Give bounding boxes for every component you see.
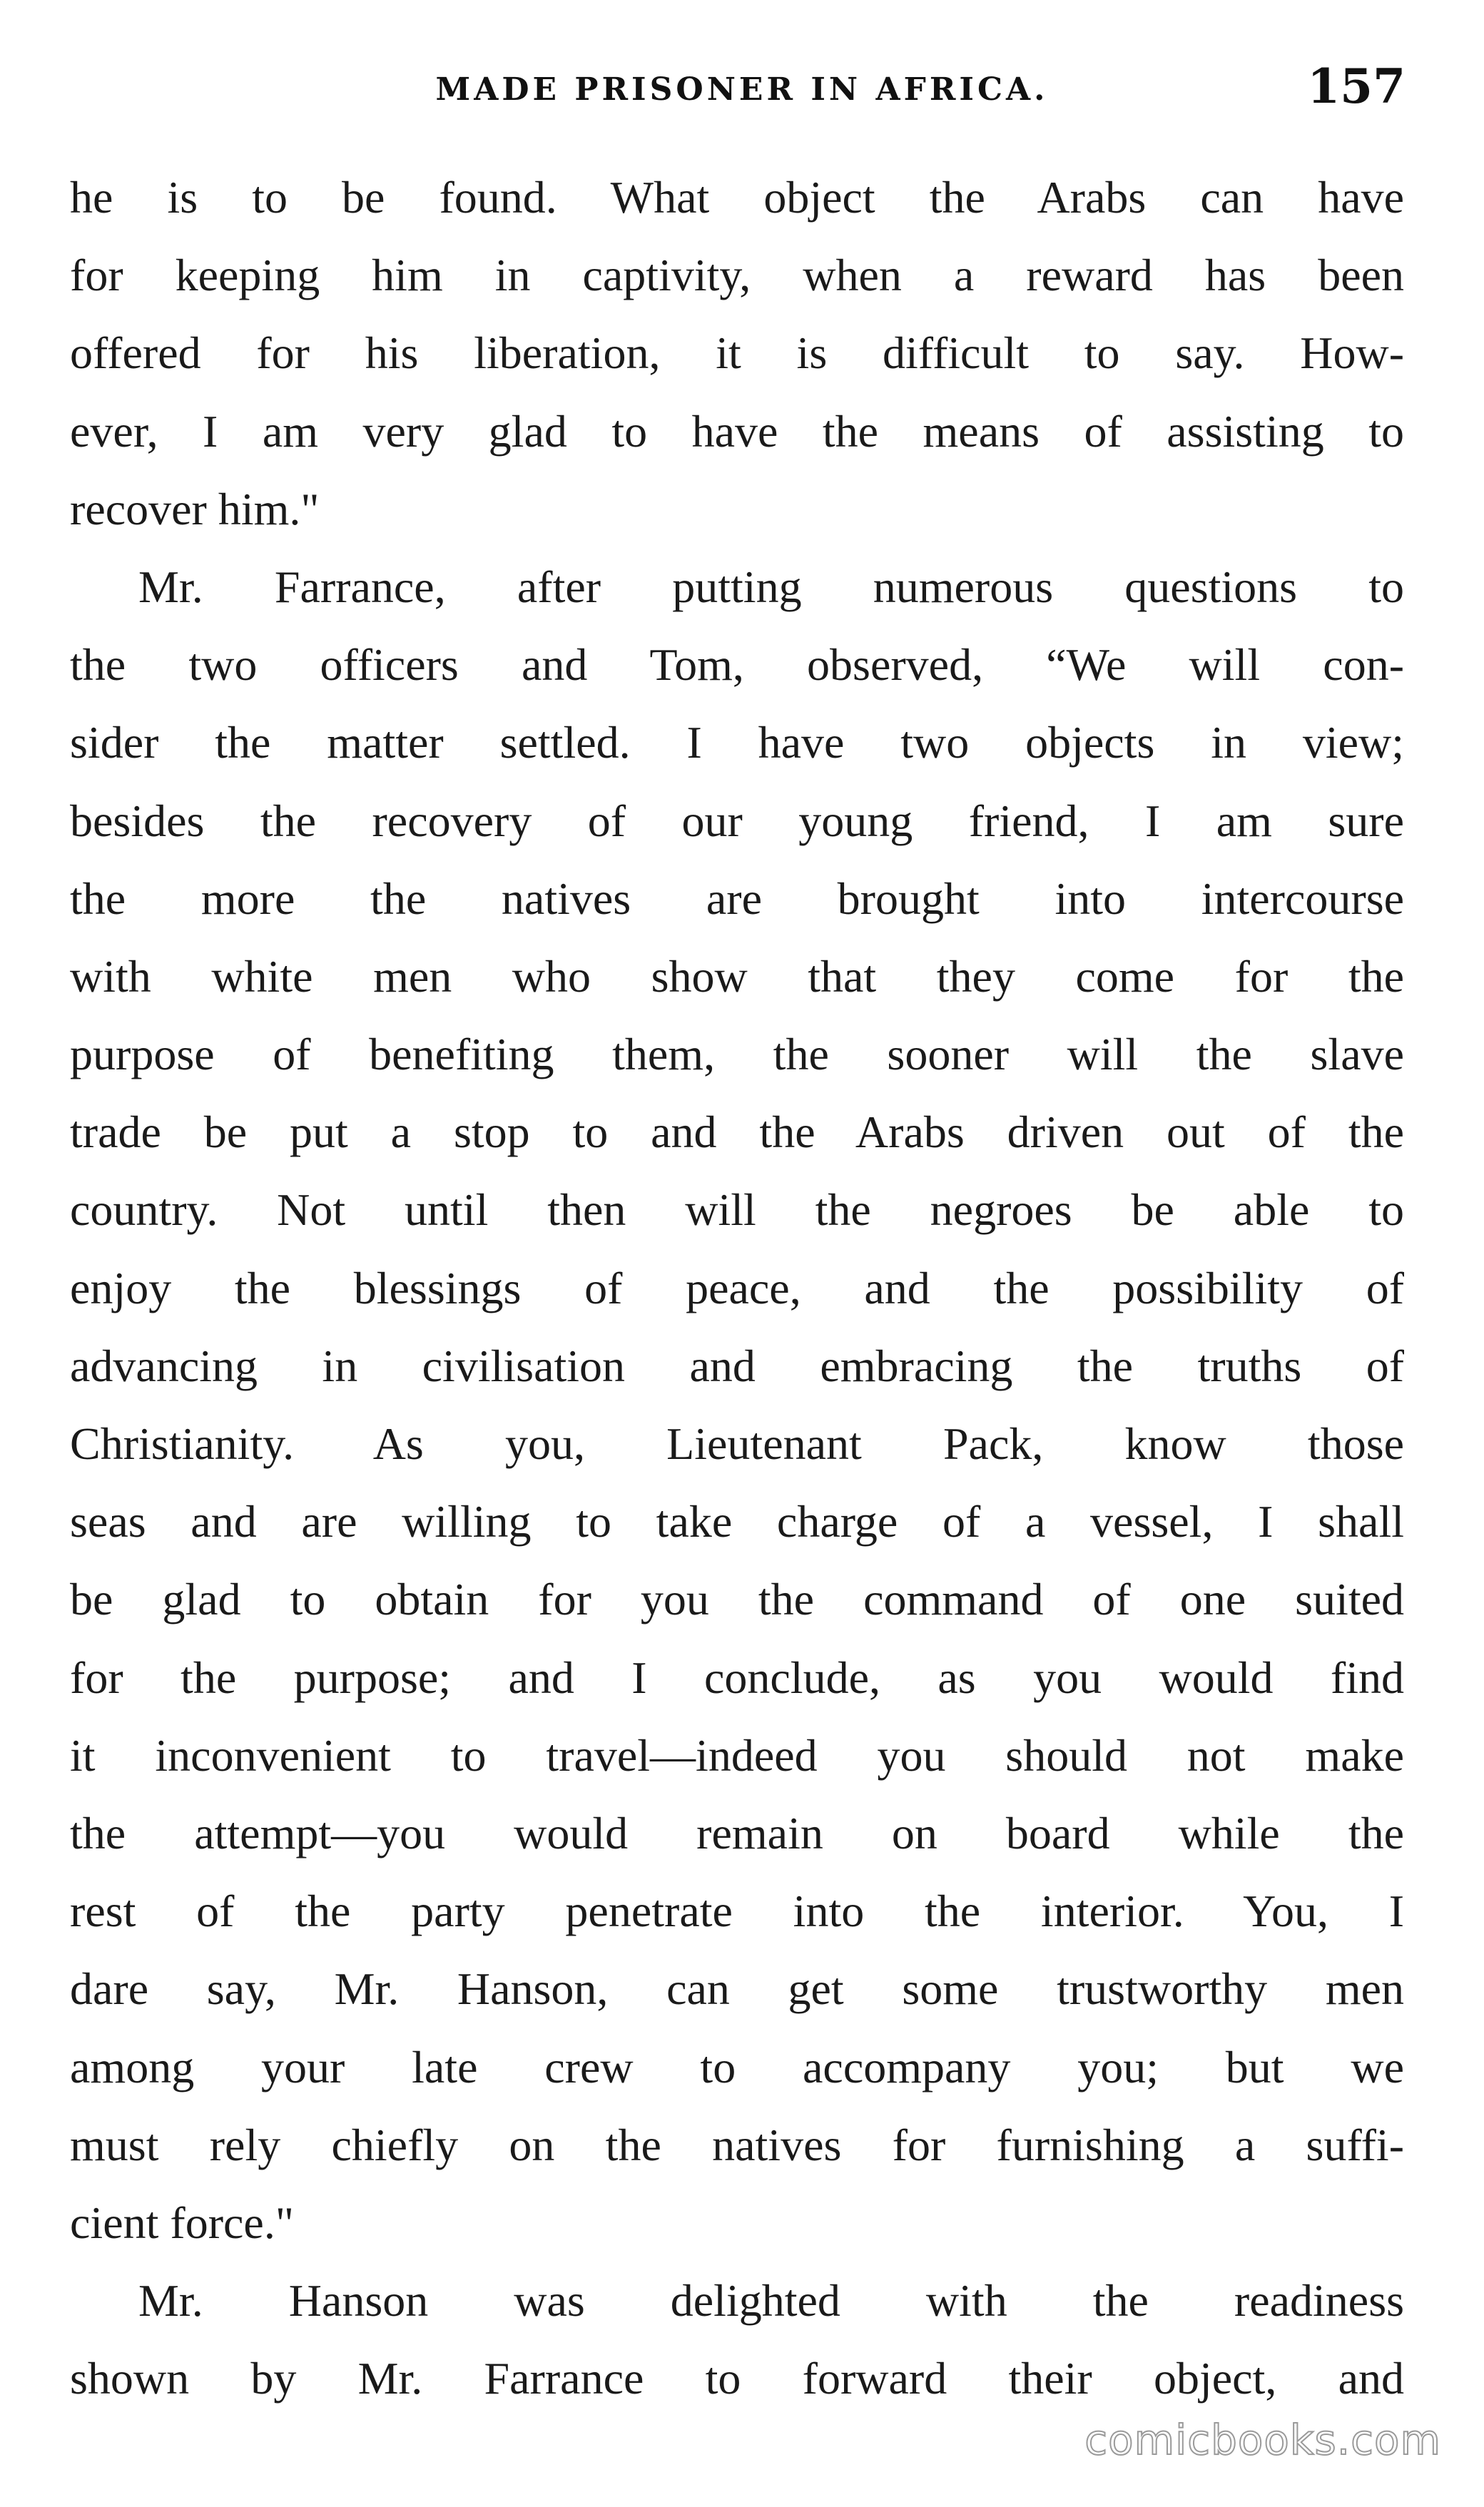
text-line: recover him." [70,483,320,534]
running-head [0,59,1484,123]
text-line: besides the recovery of our young friend, I am sure [70,795,1404,846]
text-line: it inconvenient to travel—indeed you should not make [70,1729,1404,1781]
text-line: country. Not until then will the negroes be able to [70,1184,1404,1236]
text-line: be glad to obtain for you the command of one suited [70,1574,1404,1625]
running-title: MADE PRISONER IN AFRICA. [435,71,1049,108]
text-line: Mr. Hanson was delighted with the readiness [138,2275,1404,2327]
text-line: Christianity. As you, Lieutenant Pack, know those [70,1418,1404,1469]
watermark: comicbooks.com [1084,2416,1441,2464]
text-line: advancing in civilisation and embracing the truths of [70,1340,1404,1391]
text-line: the more the natives are brought into intercourse [70,873,1404,924]
text-line: shown by Mr. Farrance to forward their object, and [70,2353,1404,2404]
body-text [70,158,1404,2417]
text-line: seas and are willing to take charge of a vessel, I shall [70,1496,1404,1547]
text-line: sider the matter settled. I have two objects in view; [70,717,1404,768]
text-line: Mr. Farrance, after putting numerous questions to [138,561,1404,612]
text-line: rest of the party penetrate into the interior. You, I [70,1886,1404,1937]
text-line: trade be put a stop to and the Arabs driven out of the [70,1107,1404,1158]
text-line: he is to be found. What object the Arabs can have [70,172,1404,223]
text-line: purpose of benefiting them, the sooner will the slave [70,1029,1404,1080]
text-line: for the purpose; and I conclude, as you would find [70,1652,1404,1703]
text-line: ever, I am very glad to have the means of assisting to [70,405,1404,457]
page-number: 157 [1307,59,1406,114]
text-line: must rely chiefly on the natives for furnishing a suffi- [70,2119,1404,2170]
text-line: the attempt—you would remain on board while the [70,1807,1404,1858]
text-line: with white men who show that they come for the [70,950,1404,1002]
text-line: for keeping him in captivity, when a reward has been [70,250,1404,301]
text-line: enjoy the blessings of peace, and the possibility of [70,1262,1404,1313]
text-line: offered for his liberation, it is difficult to say. How- [70,327,1404,379]
text-line: the two officers and Tom, observed, “We will con- [70,639,1404,691]
text-line: dare say, Mr. Hanson, can get some trustworthy men [70,1963,1404,2015]
text-line: among your late crew to accompany you; but we [70,2041,1404,2092]
text-line: cient force." [70,2197,294,2248]
